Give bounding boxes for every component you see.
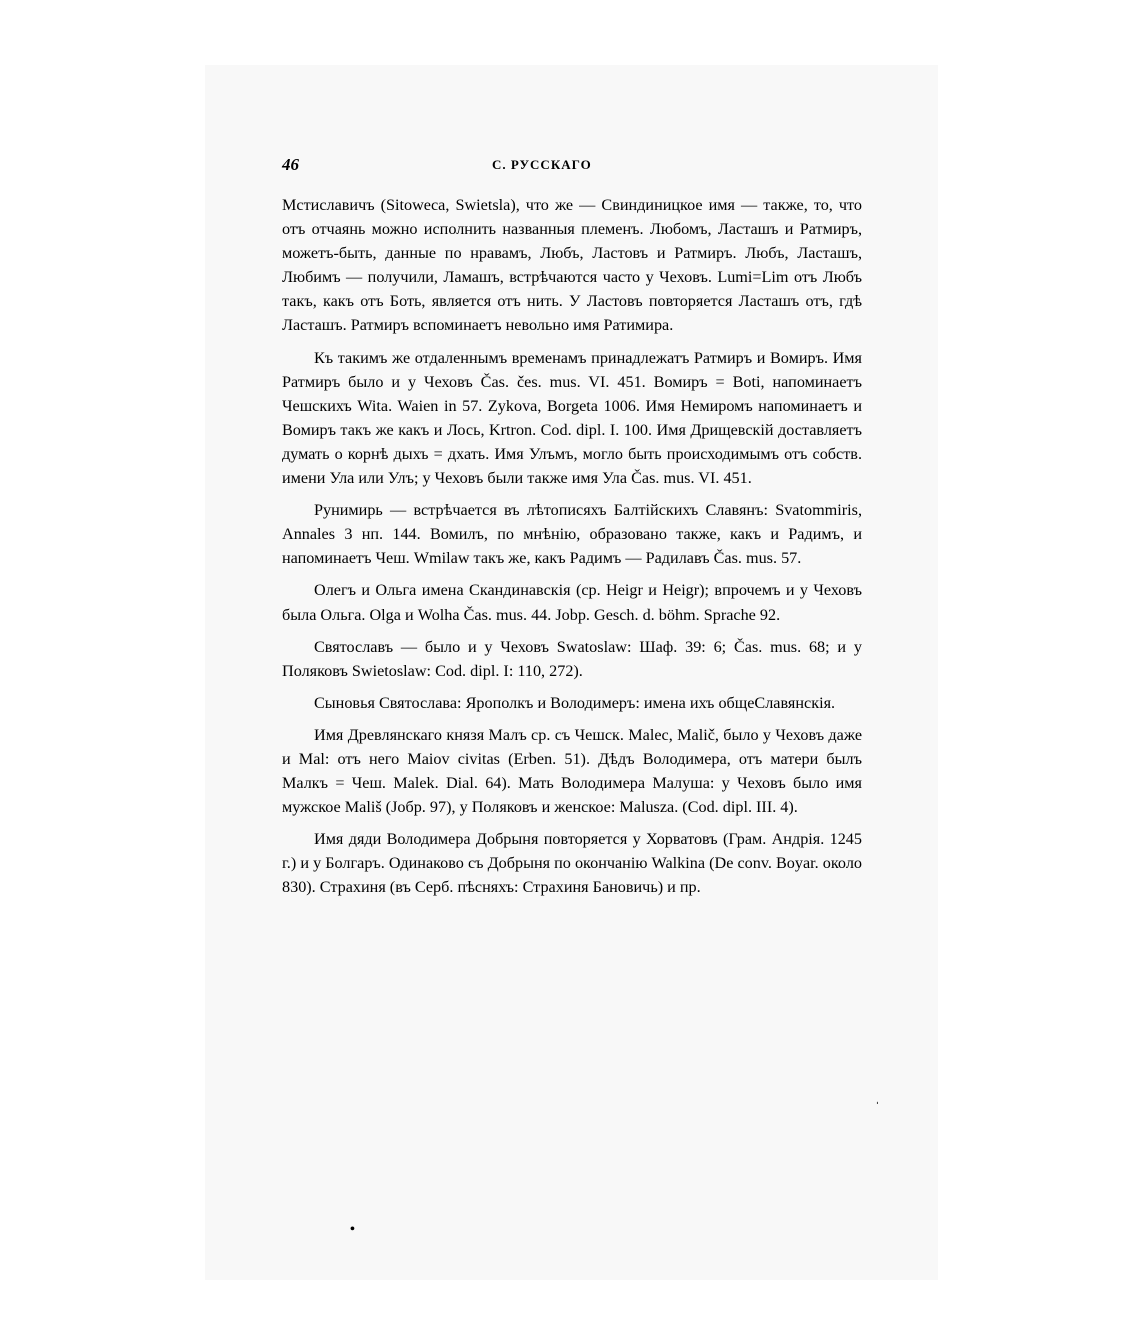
paragraph: Сыновья Святослава: Ярополкъ и Володимеръ: имена ихъ общеСлавянскія. (314, 693, 836, 712)
page-header (282, 155, 862, 177)
paragraph: Олегъ и Ольга имена Скандинавскія (ср. Heigr и Heigr); впрочемъ и у Чеховъ была Ольга. Olga и Wolha Čas. mus. 44. Jobp. Gesch. d. böhm. Sprache 92. (282, 581, 862, 624)
paragraph: Святославъ — было и у Чеховъ Swatoslaw: Шаф. 39: 6; Čas. mus. 68; и у Поляковъ Swietoslaw: Cod. dipl. I: 110, 272). (282, 637, 862, 680)
page-number: 46 (282, 155, 299, 174)
paragraph: Къ такимъ же отдаленнымъ временамъ принадлежатъ Ратмиръ и Вомиръ. Имя Ратмиръ было и у Чеховъ Čas. čes. mus. VI. 451. Вомиръ = Boti, напоминаетъ Чешскихъ Wita. Waien in 57. Zykova, Borgeta 1006. Имя Немиромъ напоминаетъ и Вомиръ такъ же какъ и Лось, Krtron. Cod. dipl. I. 100. Имя Дрищевскій доставляетъ думать о корнѣ дыхъ = дхать. Имя Улъмъ, могло быть происходимымъ отъ собств. имени Ула или Улъ; у Чеховъ были также имя Ула Čas. mus. VI. 451. (282, 348, 862, 488)
stray-mark: ˌ (875, 1090, 880, 1105)
running-title: С. РУССКАГО (492, 157, 592, 172)
body-text (282, 193, 862, 908)
paragraph: Мстиславичъ (Sitoweca, Swietsla), что же — Свиндиницкое имя — также, то, что отъ отчаянь можно исполнить названныя племенъ. Любомъ, Ласташъ и Ратмиръ, можетъ-быть, данные по нравамъ, Любъ, Ластовъ и Ратмиръ. Любъ, Ласташъ, Любимъ — получили, Ламашъ, встрѣчаются часто у Чеховъ. Lumi=Lim отъ Любъ такъ, какъ отъ Боть, является отъ нить. У Ластовъ повторяется Ласташъ отъ, гдѣ Ласташъ. Ратмиръ вспоминаетъ невольно имя Ратимира. (282, 196, 862, 335)
paragraph: Имя Древлянскаго князя Малъ ср. съ Чешск. Malec, Malič, было у Чеховъ даже и Mal: отъ него Maiov civitas (Erben. 51). Дѣдъ Володимера, отъ матери былъ Малкъ = Чеш. Malek. Dial. 64). Мать Володимера Малуша: у Чеховъ было имя мужское Mališ (Jобр. 97), у Поляковъ и женское: Malusza. (Cod. dipl. III. 4). (282, 725, 862, 817)
paragraph: Имя дяди Володимера Добрыня повторяется у Хорватовъ (Грам. Андрія. 1245 г.) и у Болгаръ. Одинаково съ Добрыня по окончанію Walkina (De conv. Boyar. около 830). Страхиня (въ Серб. пѣсняхъ: Страхиня Бановичь) и пр. (282, 830, 862, 897)
stray-dot: • (350, 1222, 355, 1237)
paragraph: Рунимирь — встрѣчается въ лѣтописяхъ Балтійскихъ Славянъ: Svatommiris, Annales 3 нп. 144. Вомилъ, по мнѣнію, образовано также, какъ и Радимъ, и напоминаетъ Чеш. Wmilaw такъ же, какъ Радимъ — Радилавъ Čas. mus. 57. (282, 501, 862, 568)
